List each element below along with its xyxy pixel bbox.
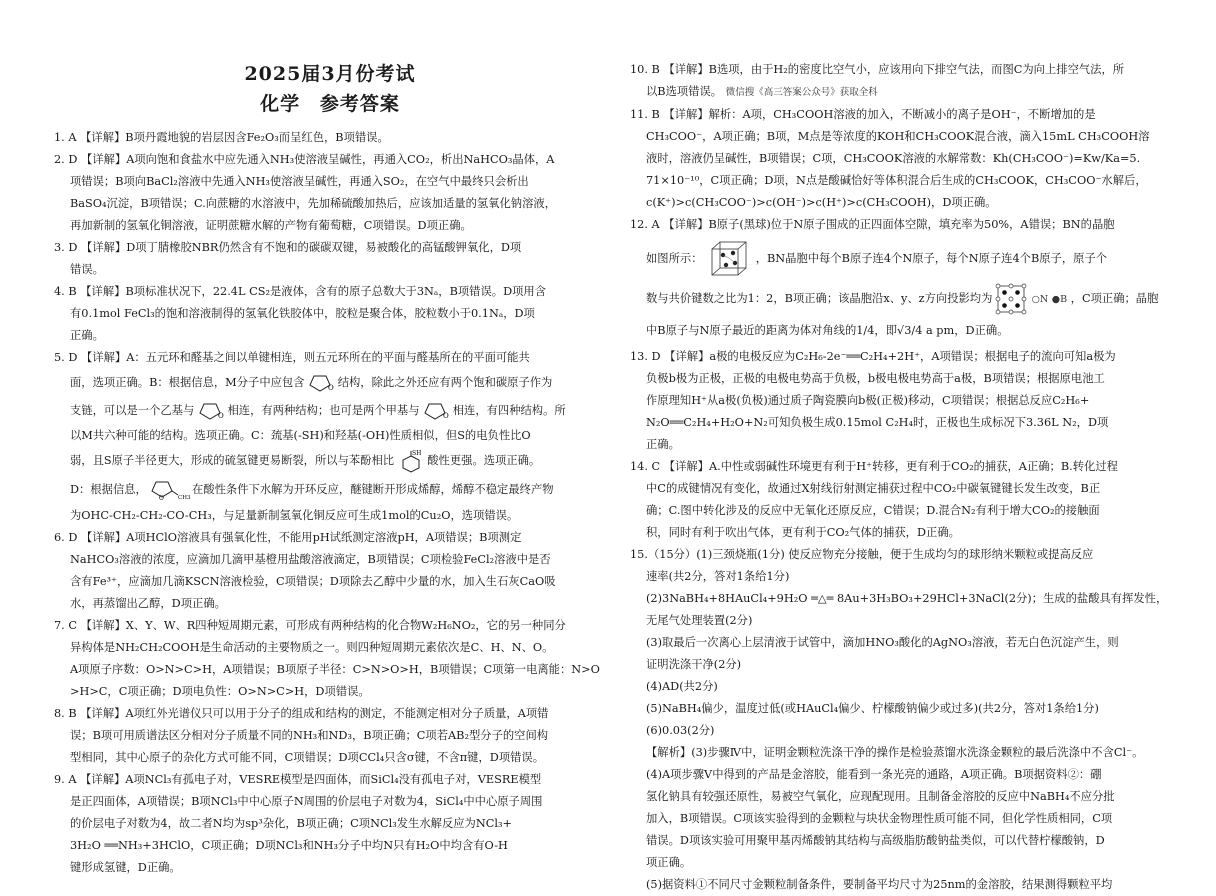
answer-item-13 bbox=[630, 346, 1170, 456]
answer-item-15 bbox=[630, 544, 1170, 896]
svg-text:CH3: CH3 bbox=[178, 495, 191, 501]
furan-ring-icon bbox=[423, 401, 449, 421]
answer-item-3 bbox=[54, 237, 606, 281]
text-line: (2)3NaBH₄+8HAuCl₄+9H₂O ═△═ 8Au+3H₃BO₃+29HCl+3NaCl(2分)；生成的盐酸具有挥发性， bbox=[646, 592, 1168, 605]
text-line: (6)0.03(2分) bbox=[646, 724, 715, 737]
text-line: 型相同，其中心原子的杂化方式可能不同，C项错误；D项CCl₄只含σ键，不含π键，D项错误。 bbox=[70, 751, 545, 764]
text-line: c(K⁺)>c(CH₃COO⁻)>c(OH⁻)>c(H⁺)>c(CH₃COOH)，D项正确。 bbox=[646, 196, 997, 209]
text-line: (4)A项步骤Ⅴ中得到的产品是金溶胶，能看到一条光亮的通路，A项正确。B项据资料②：硼 bbox=[646, 768, 1102, 781]
text-line: >H>C，C项正确；D项电负性：O>N>C>H，D项错误。 bbox=[70, 685, 370, 698]
text-fragment: ，BN晶胞中每个B原子连4个N原子，每个N原子连4个B原子，原子个 bbox=[755, 252, 1108, 265]
text-line: 7. C 【详解】X、Y、W、R四种短周期元素，可形成有两种结构的化合物W₂H₆NO₂，它的另一种同分 bbox=[54, 619, 566, 632]
text-line: 无尾气处理装置(2分) bbox=[646, 614, 753, 627]
text-line bbox=[54, 397, 606, 425]
text-line: 3H₂O ══NH₃+3HClO，C项正确；D项NCl₃和NH₃分子中均N只有H₂O中均含有O-H bbox=[70, 839, 508, 852]
text-line: 证明洗涤干净(2分) bbox=[646, 658, 742, 671]
text-line: (5)据资料①不同尺寸金颗粒制备条件，要制备平均尺寸为25nm的金溶胶，结果测得颗粒平均 bbox=[646, 878, 1113, 891]
answer-item-2 bbox=[54, 149, 606, 237]
text-line: 错误。 bbox=[70, 263, 104, 276]
text-line: 中C的成键情况有变化，故通过X射线衍射测定捕获过程中CO₂中碳氧键键长发生改变，B正 bbox=[646, 482, 1101, 495]
answer-item-7 bbox=[54, 615, 606, 703]
thiophenol-structure-icon bbox=[398, 448, 424, 474]
text-line bbox=[630, 236, 1170, 282]
text-line: 积，同时有利于吹出气体，更有利于CO₂气体的捕获，D正确。 bbox=[646, 526, 960, 539]
answer-key-label: 参考答案 bbox=[319, 93, 400, 115]
text-line: 为OHC-CH₂-CH₂-CO-CH₃，与足量新制氢氧化铜反应可生成1mol的Cu₂O，选项错误。 bbox=[70, 509, 519, 522]
text-line: 2. D 【详解】A项向饱和食盐水中应先通入NH₃使溶液呈碱性，再通入CO₂，析出NaHCO₃晶体，A bbox=[54, 153, 555, 166]
text-line: 项正确。 bbox=[646, 856, 692, 869]
text-fragment: 如图所示： bbox=[646, 252, 703, 265]
svg-text:O: O bbox=[443, 412, 449, 420]
text-line: 14. C 【详解】A.中性或弱碱性环境更有利于H⁺转移，更有利于CO₂的捕获，A正确；B.转化过程 bbox=[630, 460, 1118, 473]
svg-text:O: O bbox=[328, 384, 334, 392]
answer-item-9 bbox=[54, 769, 606, 879]
text-line bbox=[630, 282, 1170, 316]
text-line: 错误。D项该实验可用聚甲基丙烯酸钠其结构与高级脂肪酸钠盐类似，可以代替柠檬酸钠，D bbox=[646, 834, 1105, 847]
text-line: 1. A 【详解】B项丹霞地貌的岩层因含Fe₂O₃而呈红色，B项错误。 bbox=[54, 131, 389, 144]
text-line: 速率(共2分，答对1条给1分) bbox=[646, 570, 790, 583]
answer-item-4 bbox=[54, 281, 606, 347]
exam-title: 2025届3月份考试 bbox=[244, 63, 416, 85]
text-line: 【解析】(3)步骤Ⅳ中，证明金颗粒洗涤干净的操作是检验蒸馏水洗涤金颗粒的最后洗涤中不含Cl⁻。 bbox=[646, 746, 1144, 759]
text-line: 确；C.图中转化涉及的反应中无氧化还原反应，C错误；D.混合N₂有利于增大CO₂的接触面 bbox=[646, 504, 1100, 517]
text-fragment: 结构，除此之外还应有两个饱和碳原子作为 bbox=[337, 376, 553, 389]
svg-text:O: O bbox=[159, 495, 165, 502]
text-line: (3)取最后一次离心上层清液于试管中，滴加HNO₃酸化的AgNO₃溶液，若无白色沉淀产生，则 bbox=[646, 636, 1119, 649]
text-line: 10. B 【详解】B选项，由于H₂的密度比空气小，应该用向下排空气法，而图C为向上排空气法，所 bbox=[630, 63, 1125, 76]
svg-text:SH: SH bbox=[411, 450, 421, 457]
text-line: 的价层电子对数为4，故二者N均为sp³杂化，B项正确；C项NCl₃发生水解反应为NCl₃+ bbox=[70, 817, 512, 830]
right-column bbox=[630, 59, 1170, 896]
bn-unit-cell-diagram bbox=[706, 239, 752, 279]
text-line: 有0.1mol FeCl₃的饱和溶液制得的氢氧化铁胶体中，胶粒是聚合体，胶粒数小于0.1Nₐ，D项 bbox=[70, 307, 535, 320]
text-line: 水，再蒸馏出乙醇，D项正确。 bbox=[70, 597, 226, 610]
answer-item-12 bbox=[630, 214, 1170, 346]
text-line: 是正四面体，A项错误；B项NCl₃中中心原子N周围的价层电子对数为4，SiCl₄中中心原子周围 bbox=[70, 795, 543, 808]
text-fragment: 弱，且S原子半径更大，形成的硫氢键更易断裂，所以与苯酚相比 bbox=[70, 454, 395, 467]
text-line: BaSO₄沉淀，B项错误；C.向蔗糖的水溶液中，先加稀硫酸加热后，应该加适量的氢氧化钠溶液， bbox=[70, 197, 556, 210]
text-line: (5)NaBH₄偏少，温度过低(或HAuCl₄偏少、柠檬酸钠偏少或过多)(共2分，答对1条给1分) bbox=[646, 702, 1099, 715]
answer-item-6 bbox=[54, 527, 606, 615]
watermark-text: 微信搜《高三答案公众号》获取全科 bbox=[725, 87, 878, 98]
text-line: 3. D 【详解】D项丁腈橡胶NBR仍然含有不饱和的碳碳双键，易被酸化的高锰酸钾氧化，D项 bbox=[54, 241, 522, 254]
answer-item-5 bbox=[54, 347, 606, 527]
text-fragment: D：根据信息， bbox=[70, 483, 147, 496]
text-line: 71×10⁻¹⁰，C项正确；D项，N点是酸碱恰好等体积混合后生成的CH₃COOK，CH₃COO⁻水解后， bbox=[646, 174, 1147, 187]
text-fragment: 支链，可以是一个乙基与 bbox=[70, 404, 195, 417]
subject-heading bbox=[54, 91, 606, 117]
furan-ring-icon bbox=[308, 373, 334, 393]
text-fragment: 面，选项正确。B：根据信息，M分子中应包含 bbox=[70, 376, 305, 389]
answer-item-10 bbox=[630, 59, 1170, 104]
text-line: N₂O══C₂H₄+H₂O+N₂可知负极生成0.15mol C₂H₄时，正极也生成标况下3.36L N₂，D项 bbox=[646, 416, 1109, 429]
text-line: 误；B项可用质谱法区分相对分子质量不同的NH₃和ND₃，B项正确；C项若AB₂型分子的空间构 bbox=[70, 729, 549, 742]
text-line: A项原子序数：O>N>C>H，A项错误；B项原子半径：C>N>O>H，B项错误；C项第一电离能：N>O bbox=[70, 663, 600, 676]
text-line bbox=[54, 475, 606, 505]
legend-n: ○N bbox=[1031, 294, 1049, 305]
text-line: 以M共六种可能的结构。选项正确。C：巯基(-SH)和羟基(-OH)性质相似，但S的电负性比O bbox=[70, 429, 531, 442]
text-line bbox=[54, 369, 606, 397]
text-line: (4)AD(共2分) bbox=[646, 680, 718, 693]
answer-item-14 bbox=[630, 456, 1170, 544]
subject-name: 化学 bbox=[260, 93, 301, 115]
methylfuran-icon bbox=[150, 479, 191, 502]
text-line: 加入，B项错误。C项该实验得到的金颗粒与块状金物理性质可能不同，但化学性质相同，C项 bbox=[646, 812, 1113, 825]
text-line: 正确。 bbox=[70, 329, 104, 342]
text-line: 正确。 bbox=[646, 438, 680, 451]
text-line: 6. D 【详解】A项HClO溶液具有强氧化性，不能用pH试纸测定溶液pH，A项错误；B项测定 bbox=[54, 531, 522, 544]
text-line: 13. D 【详解】a极的电极反应为C₂H₆-2e⁻══C₂H₄+2H⁺，A项错误；根据电子的流向可知a极为 bbox=[630, 350, 1116, 363]
text-fragment: 以B选项错误。 bbox=[646, 85, 723, 98]
text-line: 12. A 【详解】B原子(黑球)位于N原子围成的正四面体空隙，填充率为50%，A错误；BN的晶胞 bbox=[630, 218, 1115, 231]
text-line: 中B原子与N原子最近的距离为体对角线的1/4，即√3/4 a pm，D正确。 bbox=[646, 324, 1009, 337]
projection-diagram bbox=[996, 284, 1028, 314]
text-line: NaHCO₃溶液的浓度，应滴加几滴甲基橙用盐酸溶液滴定，B项错误；C项检验FeCl₂溶液中是否 bbox=[70, 553, 551, 566]
text-line: 15.（15分）(1)三颈烧瓶(1分) 使反应物充分接触，便于生成均匀的球形纳米颗粒或提高反应 bbox=[630, 548, 1094, 561]
text-line: 氢化钠具有较强还原性，易被空气氧化，应现配现用。且制备金溶胶的反应中NaBH₄不应分批 bbox=[646, 790, 1115, 803]
text-line: 9. A 【详解】A项NCl₃有孤电子对，VESRE模型是四面体，而SiCl₄没有孤电子对，VESRE模型 bbox=[54, 773, 542, 786]
text-line: 5. D 【详解】A：五元环和醛基之间以单键相连，则五元环所在的平面与醛基所在的平面可能共 bbox=[54, 351, 530, 364]
furan-ring-icon bbox=[198, 401, 224, 421]
text-line: 8. B 【详解】A项红外光谱仪只可以用于分子的组成和结构的测定，不能测定相对分子质量，A项错 bbox=[54, 707, 549, 720]
answer-item-11 bbox=[630, 104, 1170, 214]
text-line: 11. B 【详解】解析：A项，CH₃COOH溶液的加入，不断减小的离子是OH⁻，不断增加的是 bbox=[630, 108, 1096, 121]
left-column bbox=[54, 0, 606, 879]
text-line bbox=[54, 447, 606, 475]
text-line: 4. B 【详解】B项标准状况下，22.4L CS₂是液体，含有的原子总数大于3Nₐ，B项错误。D项用含 bbox=[54, 285, 547, 298]
answer-item-1 bbox=[54, 127, 606, 149]
text-line: 负极b极为正极，正极的电极电势高于负极，b极电极电势高于a极，B项错误；根据原电池工 bbox=[646, 372, 1105, 385]
text-line: 作原理知H⁺从a极(负极)通过质子陶瓷膜向b极(正极)移动，C项错误；根据总反应C₂H₆+ bbox=[646, 394, 1090, 407]
text-fragment: 数与共价键数之比为1：2，B项正确；该晶胞沿x、y、z方向投影均为 bbox=[646, 292, 993, 305]
answer-item-8 bbox=[54, 703, 606, 769]
svg-text:O: O bbox=[217, 412, 224, 420]
text-line: 项错误；B项向BaCl₂溶液中先通入NH₃使溶液呈碱性，再通入SO₂，在空气中最终只会析出 bbox=[70, 175, 529, 188]
text-line: 异构体是NH₂CH₂COOH是生命活动的主要物质之一。则四种短周期元素依次是C、H、N、O。 bbox=[70, 641, 554, 654]
text-fragment: 酸性更强。选项正确。 bbox=[427, 454, 541, 467]
text-fragment: 相连，有两种结构；也可是两个甲基与 bbox=[227, 404, 420, 417]
legend-b: ●B bbox=[1051, 294, 1068, 305]
text-fragment: 在酸性条件下水解为开环反应，醚键断开形成烯醇，烯醇不稳定最终产物 bbox=[192, 483, 554, 496]
text-line: CH₃COO⁻，A项正确；B项，M点是等浓度的KOH和CH₃COOK混合液，滴入15mL CH₃COOH溶 bbox=[646, 130, 1150, 143]
text-line: 键形成氢键，D正确。 bbox=[70, 861, 181, 874]
text-fragment: ，C项正确；晶胞 bbox=[1070, 292, 1159, 305]
text-line: 再加新制的氢氧化铜溶液，证明蔗糖水解的产物有葡萄糖，C项错误。D项正确。 bbox=[70, 219, 472, 232]
text-line: 液时，溶液仍呈碱性，B项错误；C项，CH₃COOK溶液的水解常数：Kh(CH₃COO⁻)=Kw/Ka=5. bbox=[646, 152, 1141, 165]
text-fragment: 相连，有四种结构。所 bbox=[452, 404, 566, 417]
text-line bbox=[630, 81, 1170, 104]
text-line: 含有Fe³⁺，应滴加几滴KSCN溶液检验，C项错误；D项除去乙醇中少量的水，加入生石灰CaO吸 bbox=[70, 575, 556, 588]
